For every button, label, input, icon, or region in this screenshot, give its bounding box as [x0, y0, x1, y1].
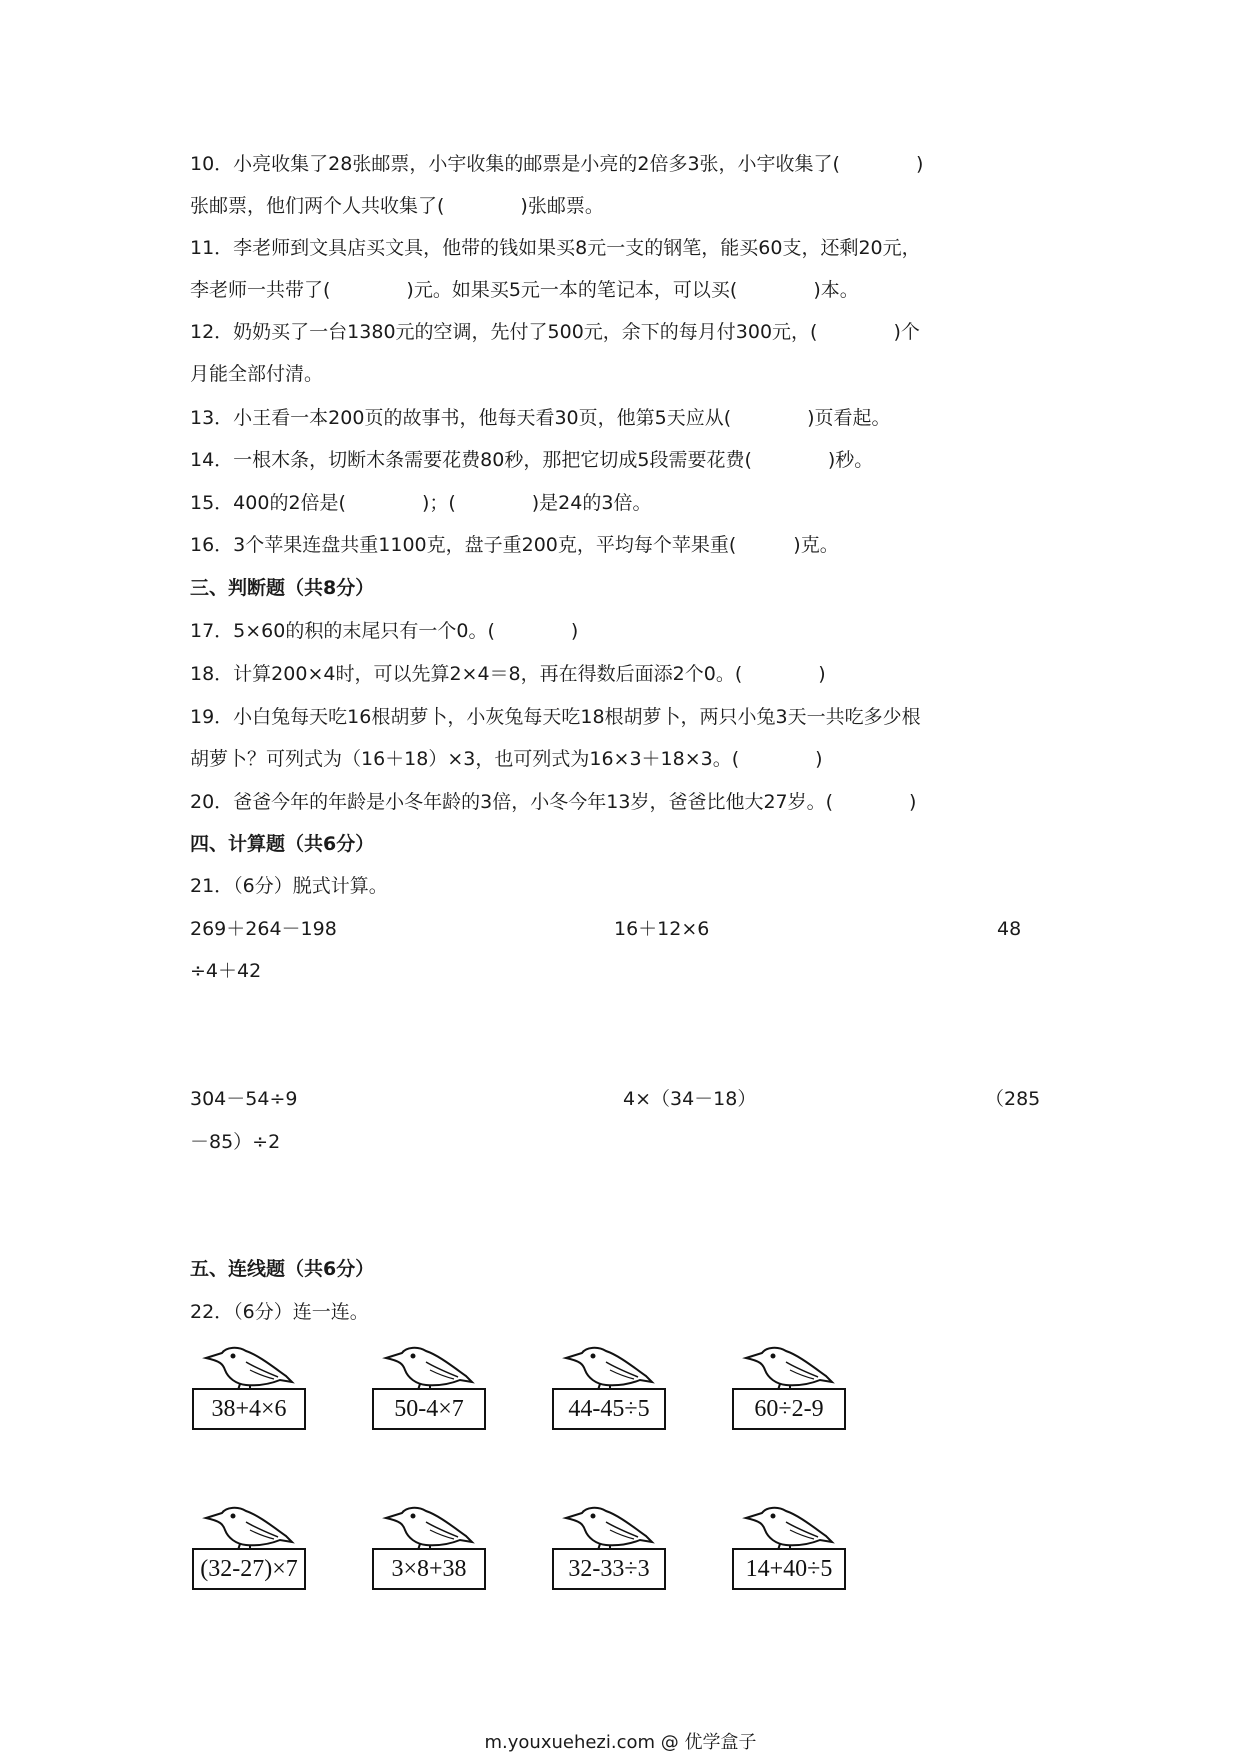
q11-line2: 李老师一共带了( )元。如果买5元一本的笔记本，可以买( )本。: [190, 279, 859, 301]
q12-line2: 月能全部付清。: [190, 363, 324, 385]
q22: 22．（6分）连一连。: [190, 1301, 369, 1323]
section3-heading: 三、判断题（共8分）: [190, 577, 375, 599]
expression-box: (32-27)×7: [192, 1548, 306, 1590]
q18: 18．计算200×4时，可以先算2×4＝8，再在得数后面添2个0。( ): [190, 663, 826, 685]
bird-card-7[interactable]: [552, 1502, 672, 1602]
expression-box: 3×8+38: [372, 1548, 486, 1590]
calc-1c-part2: ÷4＋42: [190, 960, 262, 982]
bird-card-5[interactable]: [192, 1502, 312, 1602]
bird-icon: [200, 1502, 300, 1552]
bird-icon: [200, 1342, 300, 1392]
q17: 17．5×60的积的末尾只有一个0。( ): [190, 620, 579, 642]
q11-line1: 11．李老师到文具店买文具，他带的钱如果买8元一支的钢笔，能买60支，还剩20元，: [190, 237, 921, 259]
q21: 21．（6分）脱式计算。: [190, 875, 388, 897]
footer-watermark: m.youxuehezi.com @ 优学盒子: [484, 1732, 757, 1753]
bird-icon: [380, 1342, 480, 1392]
q10-line2: 张邮票，他们两个人共收集了( )张邮票。: [190, 195, 604, 217]
section5-heading: 五、连线题（共6分）: [190, 1258, 375, 1280]
bird-card-8[interactable]: [732, 1502, 852, 1602]
calc-2a: 304－54÷9: [190, 1088, 298, 1110]
q15: 15．400的2倍是( )；( )是24的3倍。: [190, 492, 652, 514]
bird-card-3[interactable]: [552, 1342, 672, 1442]
calc-1b: 16＋12×6: [614, 918, 710, 940]
bird-icon: [740, 1342, 840, 1392]
q13: 13．小王看一本200页的故事书，他每天看30页，他第5天应从( )页看起。: [190, 407, 891, 429]
expression-box: 32-33÷3: [552, 1548, 666, 1590]
bird-card-6[interactable]: [372, 1502, 492, 1602]
calc-1a: 269＋264－198: [190, 918, 337, 940]
q20: 20．爸爸今年的年龄是小冬年龄的3倍，小冬今年13岁，爸爸比他大27岁。( ): [190, 791, 917, 813]
calc-2c-part1: （285: [985, 1088, 1041, 1110]
expression-box: 50-4×7: [372, 1388, 486, 1430]
q19-line2: 胡萝卜？可列式为（16＋18）×3，也可列式为16×3＋18×3。( ): [190, 748, 823, 770]
bird-card-1[interactable]: [192, 1342, 312, 1442]
bird-card-4[interactable]: [732, 1342, 852, 1442]
bird-icon: [740, 1502, 840, 1552]
q16: 16．3个苹果连盘共重1100克，盘子重200克，平均每个苹果重( )克。: [190, 534, 839, 556]
expression-box: 44-45÷5: [552, 1388, 666, 1430]
q19-line1: 19．小白兔每天吃16根胡萝卜，小灰兔每天吃18根胡萝卜，两只小兔3天一共吃多少根: [190, 706, 921, 728]
calc-1c-part1: 48: [997, 918, 1022, 940]
bird-icon: [560, 1342, 660, 1392]
calc-2c-part2: －85）÷2: [190, 1131, 281, 1153]
q12-line1: 12．奶奶买了一台1380元的空调，先付了500元，余下的每月付300元，( )个: [190, 321, 920, 343]
bird-icon: [560, 1502, 660, 1552]
section4-heading: 四、计算题（共6分）: [190, 833, 375, 855]
q10-line1: 10．小亮收集了28张邮票，小宇收集的邮票是小亮的2倍多3张，小宇收集了( ): [190, 153, 924, 175]
calc-2b: 4×（34－18）: [623, 1088, 757, 1110]
q14: 14．一根木条，切断木条需要花费80秒，那把它切成5段需要花费( )秒。: [190, 449, 874, 471]
expression-box: 60÷2-9: [732, 1388, 846, 1430]
expression-box: 38+4×6: [192, 1388, 306, 1430]
bird-card-2[interactable]: [372, 1342, 492, 1442]
bird-icon: [380, 1502, 480, 1552]
expression-box: 14+40÷5: [732, 1548, 846, 1590]
